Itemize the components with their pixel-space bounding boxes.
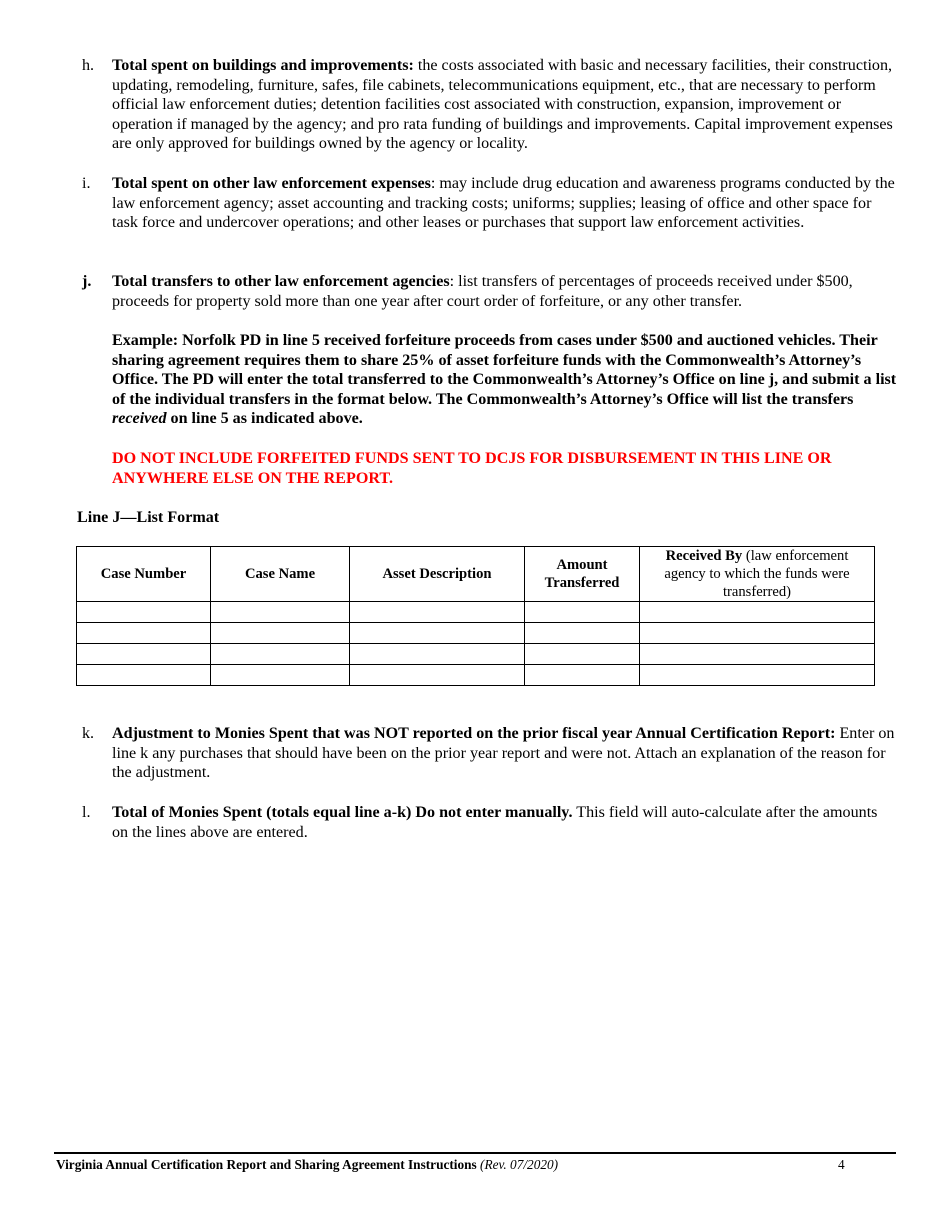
item-j (82, 272, 897, 311)
table-cell[interactable] (77, 644, 211, 665)
example-emphasis: received (112, 410, 167, 428)
table-cell[interactable] (525, 602, 640, 623)
table-cell[interactable] (77, 602, 211, 623)
table-cell[interactable] (211, 602, 350, 623)
item-i-marker: i. (82, 175, 91, 192)
table-cell[interactable] (350, 602, 525, 623)
header-case-name: Case Name (211, 547, 350, 602)
item-k-title: Adjustment to Monies Spent that was NOT reported on the prior fiscal year Annual Certification Report: (112, 725, 836, 742)
table-cell[interactable] (77, 623, 211, 644)
example-paragraph (82, 331, 897, 429)
item-i-title: Total spent on other law enforcement expenses (112, 175, 431, 192)
warning-paragraph (82, 449, 897, 488)
item-h-title: Total spent on buildings and improvements: (112, 57, 414, 74)
table-cell[interactable] (640, 665, 875, 686)
transfers-table (76, 546, 875, 686)
example-text-2: on line 5 as indicated above. (166, 410, 363, 428)
table-cell[interactable] (350, 623, 525, 644)
table-cell[interactable] (211, 623, 350, 644)
item-j-body: : list transfers of percentages of proceeds received under $500, proceeds for property sold more than one year after court order of forfeiture, or any other transfer. (112, 273, 853, 310)
item-l (82, 803, 897, 842)
warning-text: DO NOT INCLUDE FORFEITED FUNDS SENT TO DCJS FOR DISBURSEMENT IN THIS LINE OR ANYWHERE ELSE ON THE REPORT. (112, 450, 832, 487)
table-cell[interactable] (640, 644, 875, 665)
table-row (77, 665, 875, 686)
item-l-marker: l. (82, 804, 91, 821)
item-h-body: the costs associated with basic and necessary facilities, their construction, updating, remodeling, furniture, safes, file cabinets, telecommunications equipment, etc., that are necessary to perform official law enforcement duties; detention facilities cost associated with construction, expansion, improvement or operation if managed by the agency; and pro rata funding of buildings and improvements. Capital improvement expenses are only approved for buildings owned by the agency or locality. (112, 57, 893, 153)
list-format-heading: Line J—List Format (77, 509, 220, 526)
item-h (82, 56, 897, 154)
table-cell[interactable] (525, 623, 640, 644)
table-cell[interactable] (211, 665, 350, 686)
header-received-by-bold: Received By (665, 548, 743, 564)
item-i-body: : may include drug education and awareness programs conducted by the law enforcement agency; asset accounting and tracking costs; uniforms; supplies; leasing of office and other space for task force and undercover operations; and other leases or purchases that support law enforcement activities. (112, 175, 895, 232)
table-row (77, 602, 875, 623)
footer-title: Virginia Annual Certification Report and Sharing Agreement Instructions (56, 1157, 477, 1172)
table-cell[interactable] (525, 644, 640, 665)
item-h-marker: h. (82, 57, 95, 74)
footer-text (56, 1157, 558, 1173)
example-text-1: Example: Norfolk PD in line 5 received forfeiture proceeds from cases under $500 and auctioned vehicles. Their sharing agreement requires them to share 25% of asset forfeiture funds with the Commonwealth’s Attorney’s Office. The PD will enter the total transferred to the Commonwealth’s Attorney’s Office on line j, and submit a list of the individual transfers in the format below. The Commonwealth’s Attorney’s Office will list the transfers (112, 332, 897, 408)
header-case-number: Case Number (77, 547, 211, 602)
table-cell[interactable] (350, 665, 525, 686)
table-header-row (77, 547, 875, 602)
table-cell[interactable] (640, 602, 875, 623)
item-k-body: Enter on line k any purchases that should have been on the prior year report and were not. Attach an explanation of the reason for the adjustment. (112, 725, 895, 782)
table-cell[interactable] (211, 644, 350, 665)
header-received-by-desc: (law enforcement agency to which the funds were transferred) (664, 548, 850, 600)
item-i (82, 174, 897, 233)
item-l-body: This field will auto-calculate after the amounts on the lines above are entered. (112, 804, 878, 841)
table-cell[interactable] (350, 644, 525, 665)
item-j-title: Total transfers to other law enforcement agencies (112, 273, 450, 290)
footer-divider (54, 1152, 896, 1154)
item-j-marker: j. (82, 273, 92, 290)
table-cell[interactable] (77, 665, 211, 686)
table-cell[interactable] (640, 623, 875, 644)
header-asset-description: Asset Description (350, 547, 525, 602)
item-k (82, 724, 897, 783)
header-received-by (640, 547, 875, 602)
item-l-title: Total of Monies Spent (totals equal line a-k) Do not enter manually. (112, 804, 573, 821)
footer-revision: (Rev. 07/2020) (476, 1157, 559, 1172)
table-row (77, 623, 875, 644)
table-cell[interactable] (525, 665, 640, 686)
item-k-marker: k. (82, 725, 95, 742)
table-row (77, 644, 875, 665)
header-amount-transferred: Amount Transferred (525, 547, 640, 602)
page-number: 4 (838, 1157, 845, 1172)
